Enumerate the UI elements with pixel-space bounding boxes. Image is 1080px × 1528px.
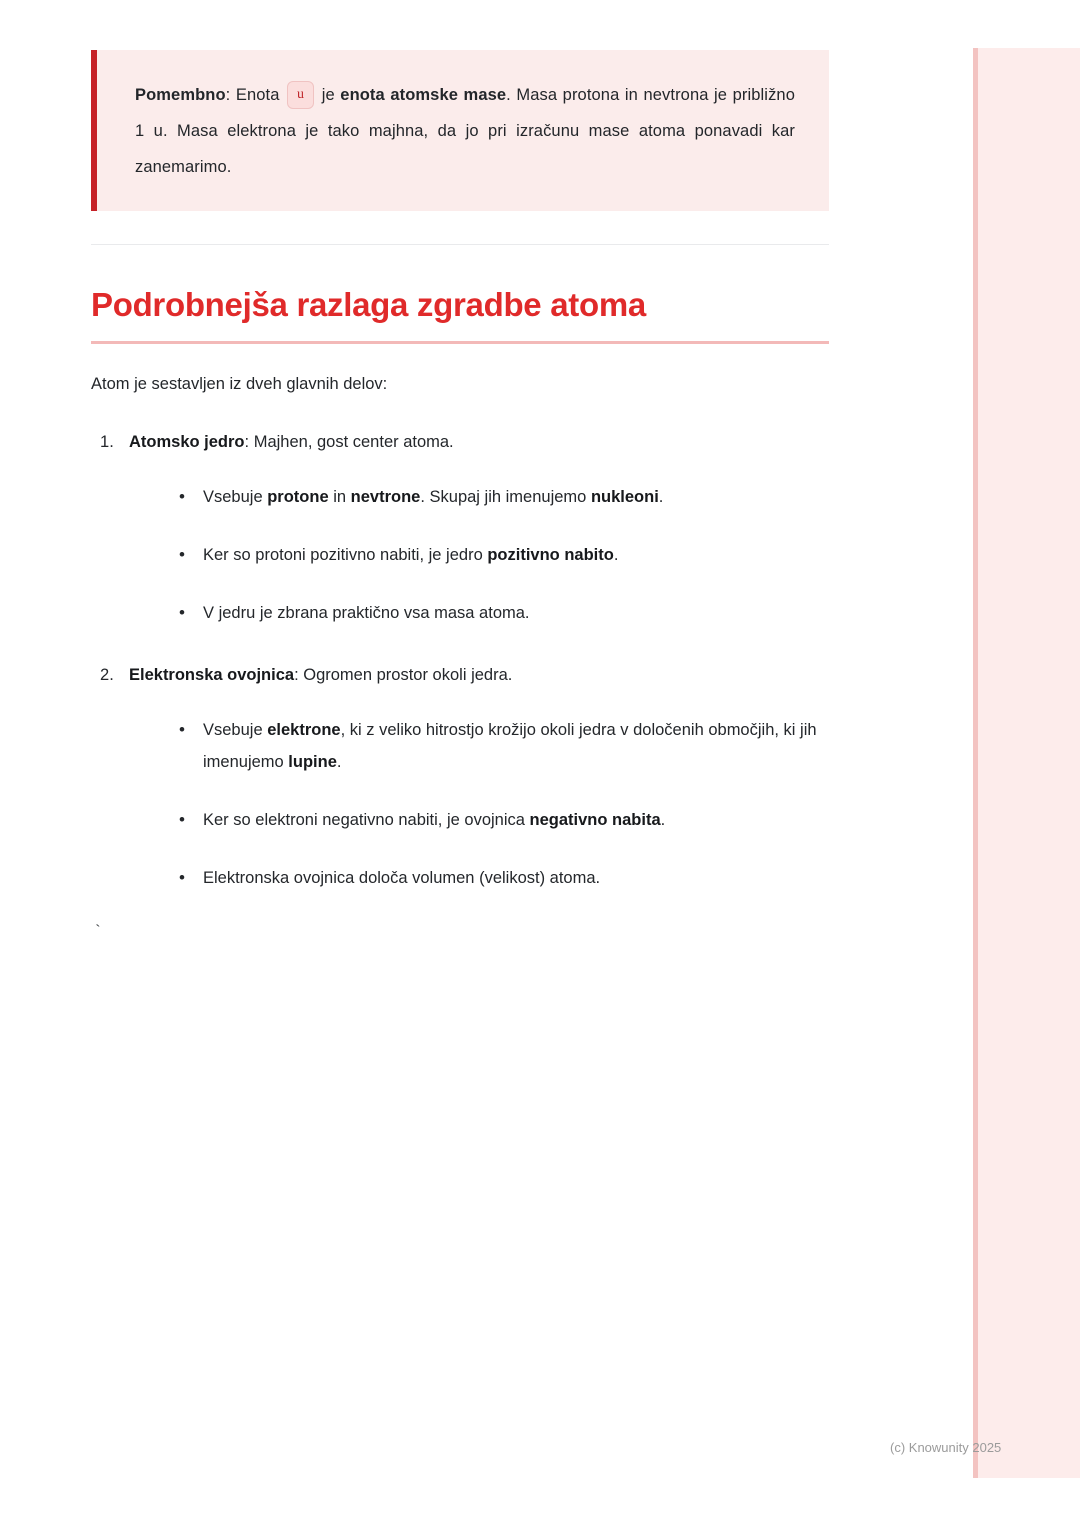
bullet-bold-1: protone xyxy=(267,488,329,507)
bullet-text-end: . xyxy=(336,752,342,771)
bullet-text-end: . xyxy=(660,810,666,829)
sub-list xyxy=(175,481,829,629)
list-item-title: Elektronska ovojnica xyxy=(129,666,295,685)
list-item xyxy=(91,663,829,894)
sub-list xyxy=(175,714,829,894)
stray-backtick: ` xyxy=(93,922,103,941)
important-callout xyxy=(91,50,829,211)
callout-text xyxy=(135,77,795,185)
bullet-text-mid: in xyxy=(328,488,351,507)
list-item xyxy=(91,430,829,629)
bullet-text-pre: Vsebuje xyxy=(203,488,268,507)
list-item-text: : Majhen, gost center atoma. xyxy=(244,433,454,452)
bullet-bold-2: lupine xyxy=(288,752,337,771)
callout-mid-1: je xyxy=(316,86,341,104)
bullet-bold-1: elektrone xyxy=(267,720,341,739)
bullet-text-pre: Elektronska ovojnica določa volumen (velikost) atoma. xyxy=(203,868,601,887)
sub-list-wrapper xyxy=(129,481,829,629)
bullet-text-pre: V jedru je zbrana praktično vsa masa atoma. xyxy=(203,604,530,623)
bullet-text-post: . Skupaj jih imenujemo xyxy=(420,488,591,507)
bullet-bold-1: pozitivno nabito xyxy=(487,546,614,565)
bullet-text-pre: Ker so elektroni negativno nabiti, je ovojnica xyxy=(203,810,530,829)
list-item xyxy=(175,862,829,894)
callout-bold-1: enota atomske mase xyxy=(340,86,507,104)
right-side-panel xyxy=(973,48,1080,1478)
callout-after-label: : Enota xyxy=(225,86,286,104)
sub-list-wrapper xyxy=(129,714,829,894)
copyright-watermark: (c) Knowunity 2025 xyxy=(890,1440,1002,1455)
callout-label: Pomembno xyxy=(135,86,226,104)
bullet-text-end: . xyxy=(658,488,664,507)
callout-rest: . Masa protona in nevtrona je približno 1 u. Masa elektrona je tako majhna, da jo pri izračunu mase atoma ponavadi kar zanemarimo. xyxy=(135,86,795,176)
bullet-text-mid: , ki z veliko hitrostjo krožijo okoli jedra v določenih območjih, ki jih imenujemo xyxy=(203,720,817,771)
bullet-text-end: . xyxy=(613,546,619,565)
bullet-text-pre: Ker so protoni pozitivno nabiti, je jedro xyxy=(203,546,488,565)
list-item-number xyxy=(100,663,114,688)
list-item xyxy=(175,539,829,571)
bullet-bold-3: nukleoni xyxy=(590,488,659,507)
atom-parts-list xyxy=(91,430,829,894)
list-item-text: : Ogromen prostor okoli jedra. xyxy=(294,666,513,685)
list-item xyxy=(175,597,829,629)
bullet-bold-1: negativno nabita xyxy=(529,810,661,829)
list-item xyxy=(175,804,829,836)
document-content xyxy=(91,0,829,940)
bullet-text-pre: Vsebuje xyxy=(203,720,268,739)
lead-paragraph: Atom je sestavljen iz dveh glavnih delov: xyxy=(91,374,388,393)
bullet-bold-2: nevtrone xyxy=(350,488,421,507)
list-item-title: Atomsko jedro xyxy=(129,433,245,452)
list-item xyxy=(175,481,829,513)
page-title: Podrobnejša razlaga zgradbe atoma xyxy=(91,286,646,323)
unit-code-chip: u xyxy=(287,81,314,109)
list-item-number xyxy=(100,430,114,455)
list-item xyxy=(175,714,829,778)
